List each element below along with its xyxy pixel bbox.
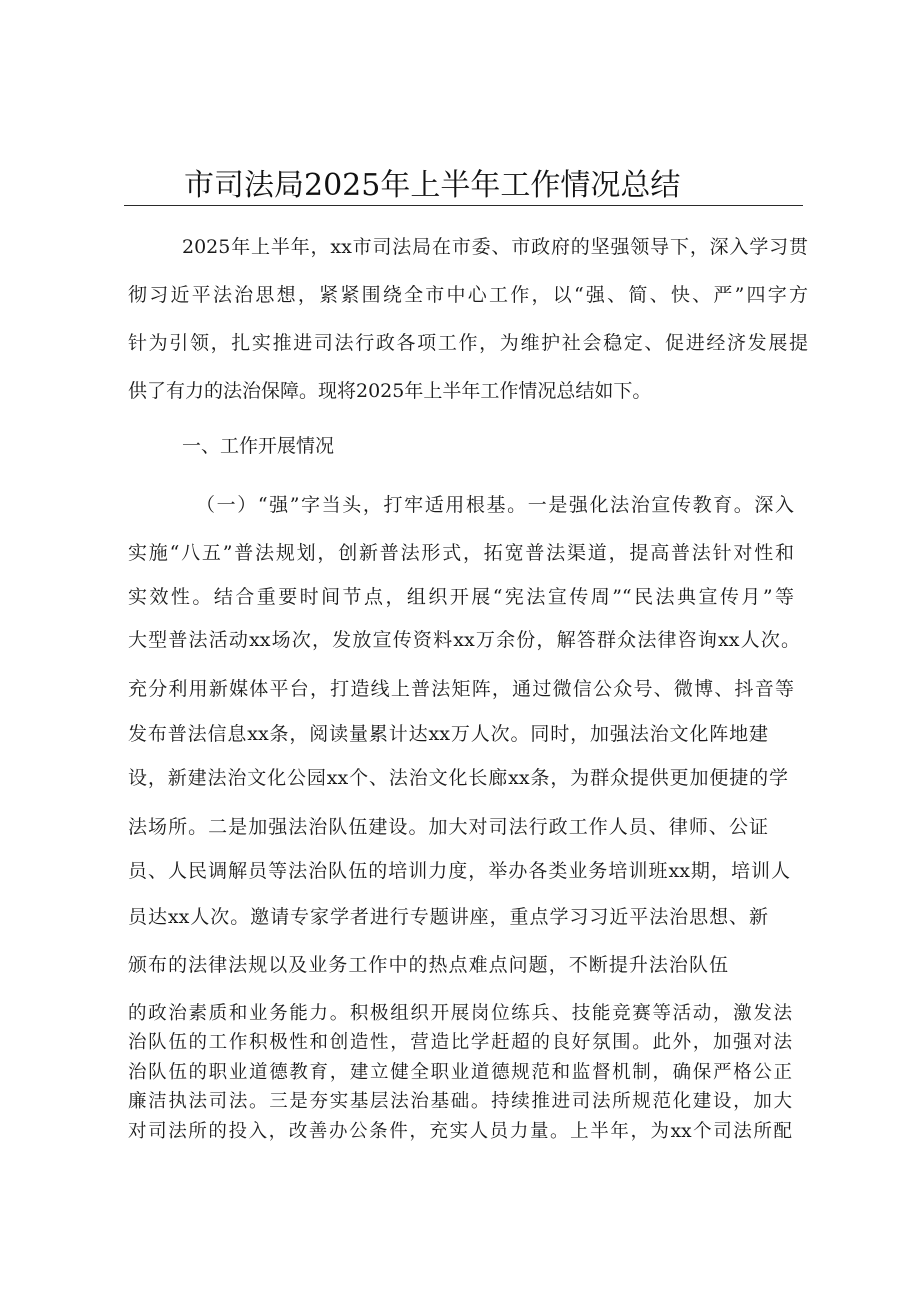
body-line: 员达xx人次。邀请专家学者进行专题讲座，重点学习习近平法治思想、新	[128, 906, 768, 928]
intro-line: 2025年上半年，xx市司法局在市委、市政府的坚强领导下，深入学习贯	[182, 236, 808, 258]
body-line: 实施“八五”普法规划，创新普法形式，拓宽普法渠道，提高普法针对性和	[128, 542, 794, 564]
body-line: 治队伍的职业道德教育，建立健全职业道德规范和监督机制，确保严格公正	[128, 1062, 792, 1083]
body-line: 员、人民调解员等法治队伍的培训力度，举办各类业务培训班xx期，培训人	[128, 860, 790, 882]
body-line: 充分利用新媒体平台，打造线上普法矩阵，通过微信公众号、微博、抖音等	[128, 678, 794, 700]
section-heading: 一、工作开展情况	[182, 435, 335, 457]
intro-line: 供了有力的法治保障。现将2025年上半年工作情况总结如下。	[128, 380, 652, 402]
body-line: 实效性。结合重要时间节点，组织开展“宪法宣传周”“民法典宣传月”等	[128, 586, 794, 608]
body-line: 对司法所的投入，改善办公条件，充实人员力量。上半年，为xx个司法所配	[128, 1121, 792, 1142]
body-line: 颁布的法律法规以及业务工作中的热点难点问题，不断提升法治队伍	[128, 954, 728, 976]
body-line: 法场所。二是加强法治队伍建设。加大对司法行政工作人员、律师、公证	[128, 816, 768, 838]
body-line: 设，新建法治文化公园xx个、法治文化长廊xx条，为群众提供更加便捷的学	[128, 767, 788, 789]
intro-line: 针为引领，扎实推进司法行政各项工作，为维护社会稳定、促进经济发展提	[128, 332, 808, 354]
title-underline	[124, 205, 803, 206]
body-line: 发布普法信息xx条，阅读量累计达xx万人次。同时，加强法治文化阵地建	[128, 723, 768, 745]
body-line: （一）“强”字当头，打牢适用根基。一是强化法治宣传教育。深入	[196, 494, 794, 516]
body-line: 的政治素质和业务能力。积极组织开展岗位练兵、技能竞赛等活动，激发法	[128, 1003, 792, 1024]
body-line: 廉洁执法司法。三是夯实基层法治基础。持续推进司法所规范化建设，加大	[128, 1091, 792, 1112]
body-line: 治队伍的工作积极性和创造性，营造比学赶超的良好氛围。此外，加强对法	[128, 1032, 792, 1053]
intro-line: 彻习近平法治思想，紧紧围绕全市中心工作，以“强、简、快、严”四字方	[128, 284, 808, 306]
document-title: 市司法局2025年上半年工作情况总结	[184, 168, 681, 203]
body-line: 大型普法活动xx场次，发放宣传资料xx万余份，解答群众法律咨询xx人次。	[128, 629, 800, 651]
